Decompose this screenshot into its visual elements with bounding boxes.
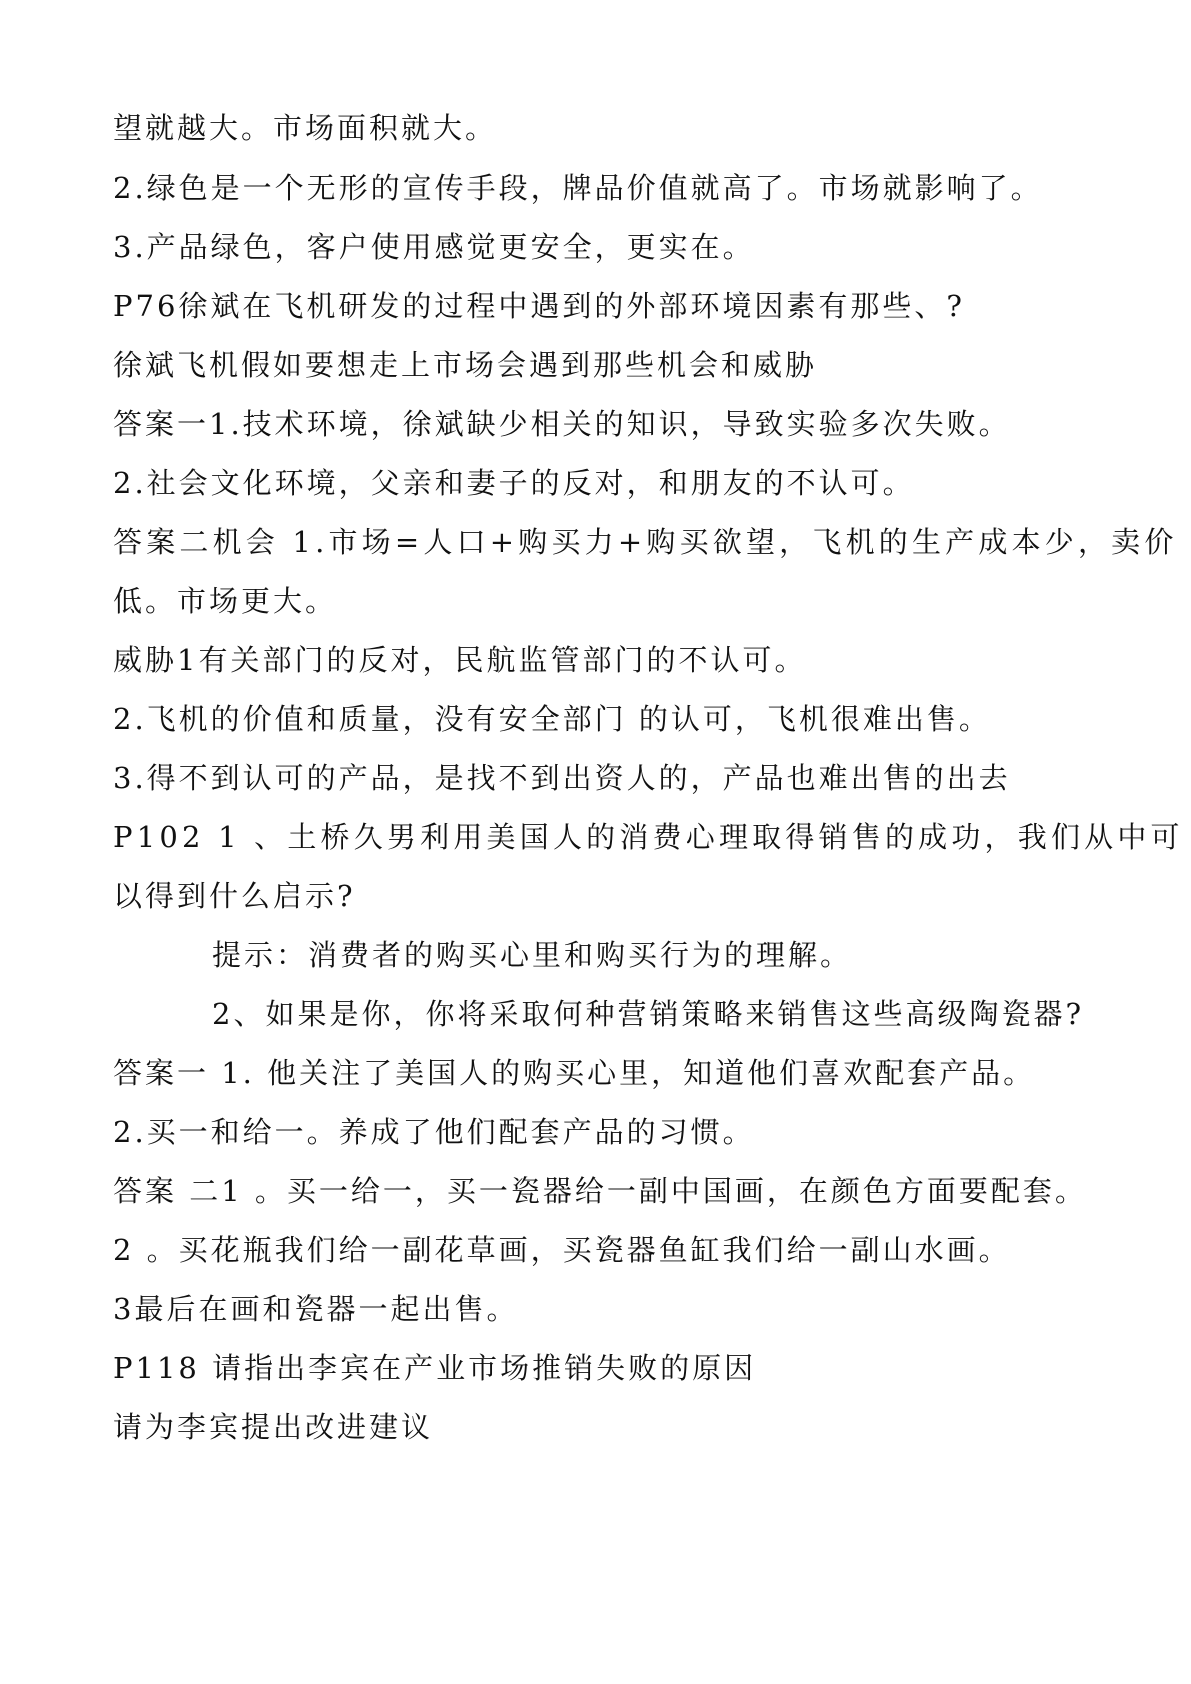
text-line-18: 2.买一和给一。养成了他们配套产品的习惯。 bbox=[113, 1115, 755, 1149]
text-line-10: 威胁1有关部门的反对，民航监管部门的不认可。 bbox=[113, 643, 807, 677]
text-line-9: 低。市场更大。 bbox=[113, 584, 338, 618]
text-line-20: 2 。买花瓶我们给一副花草画，买瓷器鱼缸我们给一副山水画。 bbox=[113, 1233, 1011, 1267]
text-line-12: 3.得不到认可的产品，是找不到出资人的，产品也难出售的出去 bbox=[113, 761, 1011, 795]
text-line-22: P118 请指出李宾在产业市场推销失败的原因 bbox=[113, 1351, 757, 1385]
text-line-19: 答案 二1 。买一给一，买一瓷器给一副中国画，在颜色方面要配套。 bbox=[113, 1174, 1087, 1208]
text-line-17: 答案一 1. 他关注了美国人的购买心里，知道他们喜欢配套产品。 bbox=[113, 1056, 1036, 1090]
text-line-23: 请为李宾提出改进建议 bbox=[113, 1410, 434, 1444]
text-line-4: P76徐斌在飞机研发的过程中遇到的外部环境因素有那些、? bbox=[113, 289, 965, 323]
question-line: 2、如果是你，你将采取何种营销策略来销售这些高级陶瓷器? bbox=[212, 997, 1084, 1031]
text-line-13: P102 1 、土桥久男利用美国人的消费心理取得销售的成功，我们从中可 bbox=[113, 820, 1184, 854]
text-line-3: 3.产品绿色，客户使用感觉更安全，更实在。 bbox=[113, 230, 755, 264]
text-line-5: 徐斌飞机假如要想走上市场会遇到那些机会和威胁 bbox=[113, 348, 818, 382]
hint-line: 提示：消费者的购买心里和购买行为的理解。 bbox=[212, 938, 853, 972]
text-line-14: 以得到什么启示? bbox=[113, 879, 356, 913]
text-line-1: 望就越大。市场面积就大。 bbox=[113, 111, 498, 145]
text-line-6: 答案一1.技术环境，徐斌缺少相关的知识，导致实验多次失败。 bbox=[113, 407, 1011, 441]
text-line-8: 答案二机会 1.市场=人口+购买力+购买欲望，飞机的生产成本少，卖价 bbox=[113, 525, 1178, 559]
text-line-21: 3最后在画和瓷器一起出售。 bbox=[113, 1292, 519, 1326]
text-line-7: 2.社会文化环境，父亲和妻子的反对，和朋友的不认可。 bbox=[113, 466, 915, 500]
text-line-11: 2.飞机的价值和质量，没有安全部门 的认可，飞机很难出售。 bbox=[113, 702, 991, 736]
text-line-2: 2.绿色是一个无形的宣传手段，牌品价值就高了。市场就影响了。 bbox=[113, 171, 1043, 205]
